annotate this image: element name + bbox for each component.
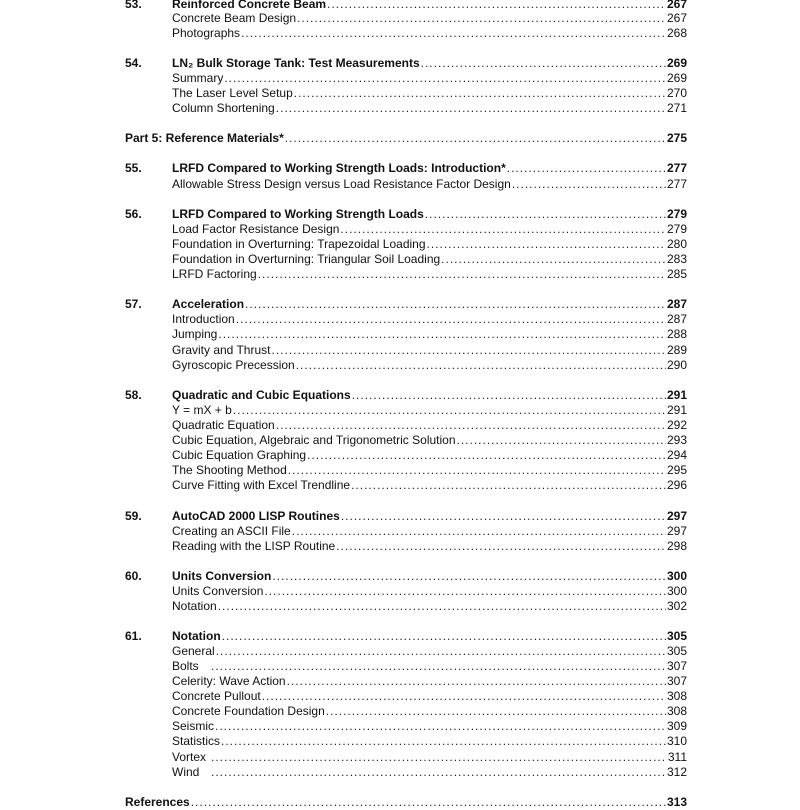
toc-section-line [0, 418, 800, 433]
toc-entry-title: LRFD Compared to Working Strength Loads [172, 207, 424, 221]
toc-chapter-line [0, 56, 800, 71]
toc-entry-title: Jumping [172, 327, 218, 341]
dot-leader [297, 11, 666, 26]
page-number: 305 [666, 629, 687, 643]
page-number: 302 [666, 599, 687, 613]
toc-entry-title: Quadratic Equation [172, 418, 275, 432]
toc-entry-title: Notation [172, 599, 217, 613]
page-number: 297 [666, 524, 687, 538]
toc-entry-title: Wind [172, 765, 200, 779]
page-number: 267 [666, 0, 687, 11]
toc-section-line [0, 478, 800, 493]
dot-leader [264, 584, 666, 599]
dot-leader [191, 795, 666, 810]
chapter-number: 60. [125, 569, 142, 583]
toc-section-line [0, 343, 800, 358]
toc-section-line [0, 71, 800, 86]
toc-entry-title: Units Conversion [172, 584, 264, 598]
toc-chapter-line [0, 569, 800, 584]
dot-leader [233, 403, 666, 418]
page-number: 295 [666, 463, 687, 477]
page-number: 308 [666, 704, 687, 718]
toc-entry-title: Notation [172, 629, 221, 643]
page-number: 287 [666, 297, 687, 311]
toc-section-line [0, 177, 800, 192]
toc-entry-title: Quadratic and Cubic Equations [172, 388, 351, 402]
dot-leader [425, 207, 666, 222]
dot-leader [512, 177, 666, 192]
dot-leader [336, 539, 666, 554]
dot-leader [245, 297, 666, 312]
page-number: 311 [667, 750, 687, 764]
toc-entry-title: Load Factor Resistance Design [172, 222, 340, 236]
dot-leader [352, 388, 666, 403]
chapter-number: 61. [125, 629, 142, 643]
dot-leader [222, 629, 666, 644]
page-number: 296 [666, 478, 687, 492]
toc-section-line [0, 222, 800, 237]
toc-chapter-line [0, 509, 800, 524]
dot-leader [457, 433, 666, 448]
dot-leader [441, 252, 666, 267]
page-number: 307 [666, 674, 687, 688]
dot-leader [294, 86, 666, 101]
toc-entry-title: Seismic [172, 719, 215, 733]
toc-section-line [0, 719, 800, 734]
page-number: 297 [666, 509, 687, 523]
dot-leader [341, 509, 666, 524]
page-number: 291 [666, 403, 687, 417]
page-number: 275 [666, 131, 687, 145]
toc-entry-title: AutoCAD 2000 LISP Routines [172, 509, 340, 523]
toc-entry-title: Summary [172, 71, 224, 85]
page-number: 280 [666, 237, 687, 251]
page-number: 270 [666, 86, 687, 100]
dot-leader [276, 418, 666, 433]
toc-entry-title: Acceleration [172, 297, 245, 311]
toc-entry-title: Gyroscopic Precession [172, 358, 295, 372]
page-number: 279 [666, 222, 687, 236]
toc-section-line [0, 86, 800, 101]
page-number: 268 [666, 26, 687, 40]
page-number: 292 [666, 418, 687, 432]
toc-entry-title: LRFD Factoring [172, 267, 257, 281]
dot-leader [218, 599, 666, 614]
toc-section-line [0, 659, 800, 674]
toc-section-line [0, 463, 800, 478]
toc-section-line [0, 750, 800, 765]
toc-entry-title: Creating an ASCII File [172, 524, 291, 538]
page-number: 269 [666, 71, 687, 85]
toc-chapter-line [0, 629, 800, 644]
page-number: 291 [666, 388, 687, 402]
page-number: 307 [666, 659, 687, 673]
toc-entry-title: Concrete Beam Design [172, 11, 297, 25]
page-number: 269 [666, 56, 687, 70]
page-number: 283 [666, 252, 687, 266]
dot-leader [241, 26, 666, 41]
page-number: 288 [666, 327, 687, 341]
page-number: 313 [666, 795, 687, 809]
dot-leader [262, 689, 666, 704]
toc-section-line [0, 599, 800, 614]
page-number: 300 [666, 584, 687, 598]
dot-leader [421, 56, 666, 71]
toc-section-line [0, 584, 800, 599]
toc-section-line [0, 267, 800, 282]
chapter-number: 57. [125, 297, 142, 311]
toc-entry-title: Cubic Equation, Algebraic and Trigonometric Solution [172, 433, 456, 447]
toc-entry-title: LRFD Compared to Working Strength Loads: Introduction* [172, 161, 506, 175]
toc-section-line [0, 101, 800, 116]
chapter-number: 59. [125, 509, 142, 523]
page-number: 293 [666, 433, 687, 447]
dot-leader [507, 161, 666, 176]
chapter-number: 56. [125, 207, 142, 221]
toc-section-line [0, 539, 800, 554]
page-number: 271 [666, 101, 687, 115]
toc-chapter-line [0, 388, 800, 403]
toc-entry-title: References [125, 795, 190, 809]
page-number: 285 [666, 267, 687, 281]
dot-leader [218, 327, 666, 342]
page-number: 300 [666, 569, 687, 583]
toc-entry-title: Allowable Stress Design versus Load Resistance Factor Design [172, 177, 511, 191]
toc-entry-title: Celerity: Wave Action [172, 674, 286, 688]
toc-chapter-line [0, 207, 800, 222]
toc-section-line [0, 11, 800, 26]
toc-entry-title: Y = mX + b [172, 403, 232, 417]
chapter-number: 53. [125, 0, 142, 11]
toc-entry-title: Cubic Equation Graphing [172, 448, 307, 462]
toc-section-line [0, 765, 800, 780]
dot-leader [236, 312, 666, 327]
toc-chapter-line [0, 161, 800, 176]
toc-entry-title: Vortex [172, 750, 207, 764]
toc-section-line [0, 237, 800, 252]
toc-entry-title: Column Shortening [172, 101, 275, 115]
toc-section-line [0, 327, 800, 342]
chapter-number: 54. [125, 56, 142, 70]
dot-leader [216, 644, 666, 659]
toc-entry-title: Curve Fitting with Excel Trendline [172, 478, 351, 492]
page-number: 309 [666, 719, 687, 733]
page-number: 308 [666, 689, 687, 703]
toc-entry-title: Concrete Foundation Design [172, 704, 325, 718]
page-number: 287 [666, 312, 687, 326]
toc-section-line [0, 433, 800, 448]
page-number: 294 [666, 448, 687, 462]
toc-section-line [0, 689, 800, 704]
dot-leader [272, 569, 666, 584]
page-number: 279 [666, 207, 687, 221]
toc-part-line [0, 131, 800, 146]
toc-entry-title: Concrete Pullout [172, 689, 261, 703]
toc-entry-title: Units Conversion [172, 569, 272, 583]
dot-leader [211, 765, 666, 780]
toc-entry-title: Photographs [172, 26, 241, 40]
toc-section-line [0, 524, 800, 539]
toc-section-line [0, 252, 800, 267]
toc-section-line [0, 448, 800, 463]
page-number: 310 [666, 734, 687, 748]
toc-chapter-line [0, 297, 800, 312]
dot-leader [307, 448, 666, 463]
toc-section-line [0, 674, 800, 689]
toc-section-line [0, 358, 800, 373]
toc-section-line [0, 644, 800, 659]
dot-leader [258, 267, 666, 282]
page-number: 277 [666, 161, 687, 175]
toc-entry-title: Foundation in Overturning: Trapezoidal Loading [172, 237, 426, 251]
dot-leader [351, 478, 666, 493]
chapter-number: 55. [125, 161, 142, 175]
toc-entry-title: Introduction [172, 312, 235, 326]
dot-leader [292, 524, 666, 539]
dot-leader [211, 750, 667, 765]
toc-section-line [0, 734, 800, 749]
toc-entry-title: Statistics [172, 734, 221, 748]
page-number: 312 [666, 765, 687, 779]
toc-entry-title: LN₂ Bulk Storage Tank: Test Measurements [172, 56, 420, 70]
dot-leader [285, 131, 666, 146]
dot-leader [287, 674, 666, 689]
dot-leader [340, 222, 666, 237]
toc-section-line [0, 403, 800, 418]
toc-entry-title: General [172, 644, 215, 658]
toc-entry-title: The Shooting Method [172, 463, 287, 477]
page-number: 267 [666, 11, 687, 25]
dot-leader [221, 734, 666, 749]
toc-entry-title: Foundation in Overturning: Triangular Soil Loading [172, 252, 441, 266]
dot-leader [288, 463, 666, 478]
toc-entry-title: Reinforced Concrete Beam [172, 0, 327, 11]
toc-entry-title: Gravity and Thrust [172, 343, 271, 357]
page-number: 290 [666, 358, 687, 372]
page-number: 277 [666, 177, 687, 191]
chapter-number: 58. [125, 388, 142, 402]
toc-entry-title: Reading with the LISP Routine [172, 539, 336, 553]
toc-section-line [0, 312, 800, 327]
page-number: 298 [666, 539, 687, 553]
dot-leader [211, 659, 666, 674]
page-number: 305 [666, 644, 687, 658]
toc-entry-title: Bolts [172, 659, 199, 673]
dot-leader [296, 358, 666, 373]
dot-leader [271, 343, 665, 358]
dot-leader [215, 719, 666, 734]
dot-leader [276, 101, 666, 116]
toc-entry-title: The Laser Level Setup [172, 86, 293, 100]
toc-entry-title: Part 5: Reference Materials* [125, 131, 284, 145]
dot-leader [326, 704, 666, 719]
toc-part-line [0, 795, 800, 810]
toc-section-line [0, 704, 800, 719]
page-number: 289 [666, 343, 687, 357]
dot-leader [224, 71, 666, 86]
dot-leader [427, 237, 666, 252]
toc-section-line [0, 26, 800, 41]
